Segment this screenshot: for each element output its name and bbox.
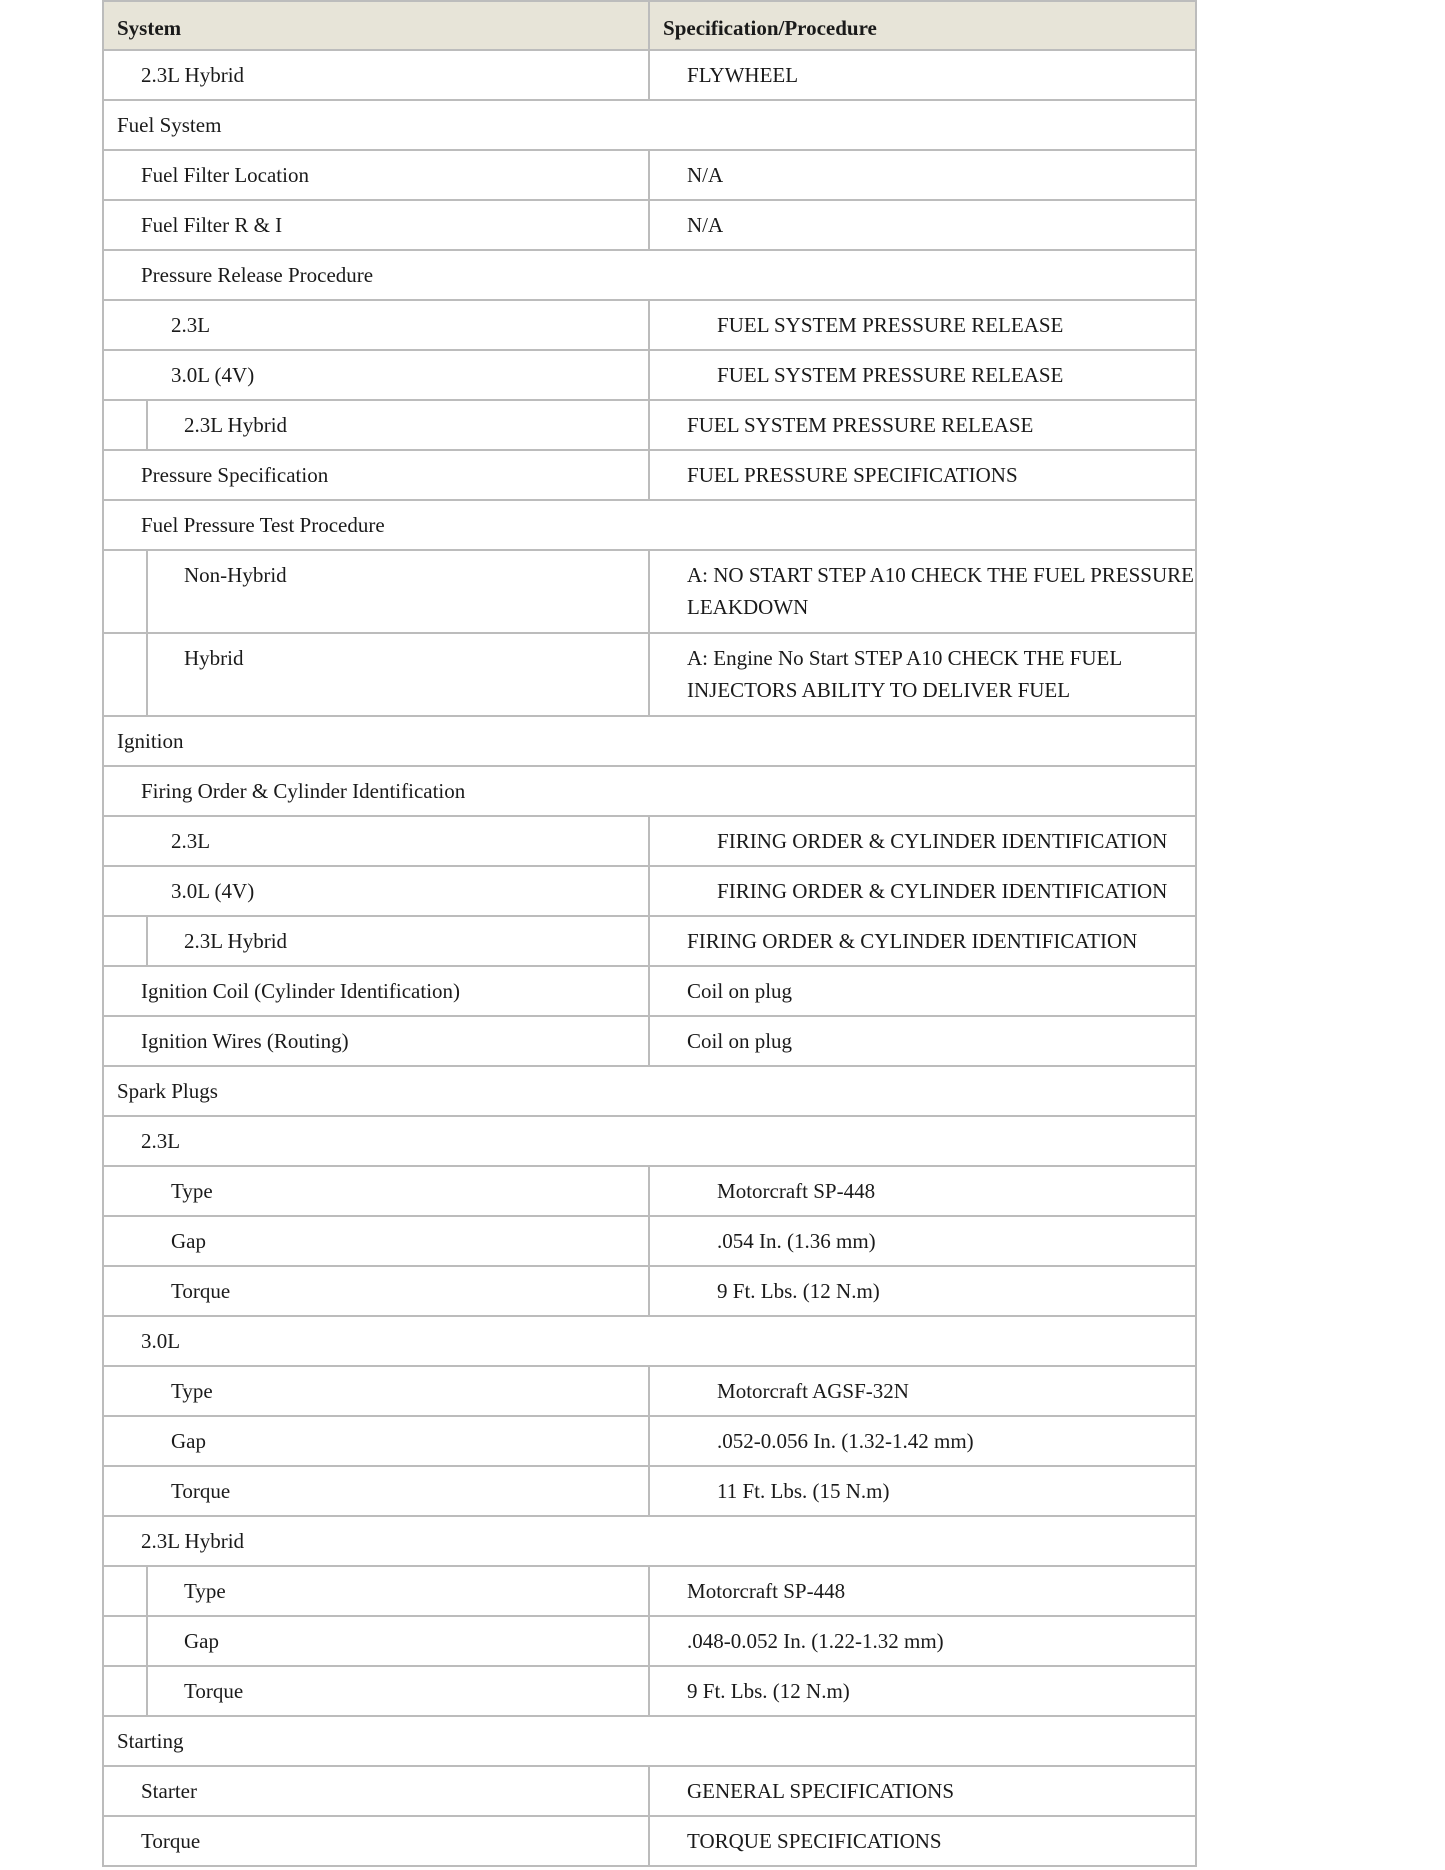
table-row (103, 1266, 1196, 1316)
section-heading (103, 500, 1196, 550)
system-label: Ignition Coil (Cylinder Identification) (141, 979, 461, 1003)
system-label: 2.3L Hybrid (184, 929, 288, 953)
section-row (103, 1066, 1196, 1116)
system-label: 3.0L (4V) (171, 363, 255, 387)
header-specification: Specification/Procedure (649, 1, 1196, 50)
section-row (103, 1516, 1196, 1566)
section-row (103, 100, 1196, 150)
system-cell (103, 816, 649, 866)
specification-value: FUEL SYSTEM PRESSURE RELEASE (717, 363, 1064, 387)
specification-value: FIRING ORDER & CYLINDER IDENTIFICATION (717, 879, 1168, 903)
system-cell (103, 1416, 649, 1466)
specification-cell (649, 1416, 1196, 1466)
system-cell (103, 1166, 649, 1216)
section-row (103, 716, 1196, 766)
specification-value: N/A (687, 163, 724, 187)
specification-cell (649, 300, 1196, 350)
specification-value: 9 Ft. Lbs. (12 N.m) (687, 1679, 850, 1703)
section-label: Spark Plugs (117, 1079, 218, 1103)
system-cell (147, 550, 649, 633)
system-cell (147, 1616, 649, 1666)
nested-indent-cell (103, 1666, 147, 1716)
system-label: Type (171, 1379, 213, 1403)
specification-value: N/A (687, 213, 724, 237)
specification-value: FIRING ORDER & CYLINDER IDENTIFICATION (687, 929, 1138, 953)
specification-cell (649, 966, 1196, 1016)
system-cell (103, 866, 649, 916)
specification-table (102, 0, 1197, 1867)
specification-value: Coil on plug (687, 979, 793, 1003)
table-row (103, 1016, 1196, 1066)
system-cell (103, 1016, 649, 1066)
system-cell (147, 916, 649, 966)
system-label: Type (184, 1579, 226, 1603)
specification-cell (649, 916, 1196, 966)
section-heading (103, 1066, 1196, 1116)
system-cell (103, 1366, 649, 1416)
section-heading (103, 1316, 1196, 1366)
specification-value: FLYWHEEL (687, 63, 799, 87)
table-row (103, 966, 1196, 1016)
specification-value: GENERAL SPECIFICATIONS (687, 1779, 955, 1803)
specification-cell (649, 1366, 1196, 1416)
specification-value: .054 In. (1.36 mm) (717, 1229, 876, 1253)
system-cell (147, 1666, 649, 1716)
specification-value: FIRING ORDER & CYLINDER IDENTIFICATION (717, 829, 1168, 853)
specification-value: .048-0.052 In. (1.22-1.32 mm) (687, 1629, 944, 1653)
system-label: Torque (184, 1679, 244, 1703)
system-label: Starter (141, 1779, 197, 1803)
section-label: Fuel Pressure Test Procedure (141, 513, 385, 537)
specification-value: Motorcraft SP-448 (687, 1579, 846, 1603)
system-label: 2.3L Hybrid (184, 413, 288, 437)
table-row (103, 1166, 1196, 1216)
table-row (103, 916, 1196, 966)
specification-value: Motorcraft AGSF-32N (717, 1379, 909, 1403)
system-label: 2.3L (171, 313, 211, 337)
system-label: Ignition Wires (Routing) (141, 1029, 349, 1053)
system-cell (103, 350, 649, 400)
table-row (103, 866, 1196, 916)
system-label: Pressure Specification (141, 463, 329, 487)
table-row (103, 633, 1196, 716)
system-label: Torque (171, 1279, 231, 1303)
section-label: Pressure Release Procedure (141, 263, 374, 287)
section-row (103, 1316, 1196, 1366)
table-row (103, 1616, 1196, 1666)
specification-cell (649, 866, 1196, 916)
specification-value: A: NO START STEP A10 CHECK THE FUEL PRESSURE LEAKDOWN (687, 563, 1194, 619)
nested-indent-cell (103, 1616, 147, 1666)
specification-cell (649, 1266, 1196, 1316)
specification-value: FUEL SYSTEM PRESSURE RELEASE (687, 413, 1034, 437)
system-cell (103, 966, 649, 1016)
nested-indent-cell (103, 633, 147, 716)
specification-value: A: Engine No Start STEP A10 CHECK THE FUEL INJECTORS ABILITY TO DELIVER FUEL (687, 646, 1122, 702)
system-label: Fuel Filter Location (141, 163, 309, 187)
section-row (103, 250, 1196, 300)
specification-cell (649, 200, 1196, 250)
system-label: 2.3L Hybrid (141, 63, 245, 87)
specification-cell (649, 816, 1196, 866)
section-heading (103, 716, 1196, 766)
system-cell (103, 150, 649, 200)
section-label: Starting (117, 1729, 184, 1753)
system-cell (147, 400, 649, 450)
system-label: Gap (171, 1229, 206, 1253)
specification-value: FUEL PRESSURE SPECIFICATIONS (687, 463, 1018, 487)
system-cell (103, 1816, 649, 1866)
table-row (103, 400, 1196, 450)
specification-cell (649, 550, 1196, 633)
system-label: Gap (184, 1629, 219, 1653)
table-row (103, 1216, 1196, 1266)
system-label: Hybrid (184, 646, 244, 670)
specification-value: FUEL SYSTEM PRESSURE RELEASE (717, 313, 1064, 337)
specification-cell (649, 1166, 1196, 1216)
table-row (103, 1816, 1196, 1866)
section-heading (103, 766, 1196, 816)
system-cell (103, 450, 649, 500)
specification-value: TORQUE SPECIFICATIONS (687, 1829, 942, 1853)
system-label: Torque (141, 1829, 201, 1853)
table-header-row (103, 1, 1196, 50)
table-row (103, 1566, 1196, 1616)
table-row (103, 450, 1196, 500)
nested-indent-cell (103, 400, 147, 450)
specification-cell (649, 1216, 1196, 1266)
specification-cell (649, 450, 1196, 500)
specification-cell (649, 150, 1196, 200)
section-label: 2.3L (141, 1129, 181, 1153)
section-label: Firing Order & Cylinder Identification (141, 779, 466, 803)
table-row (103, 200, 1196, 250)
specification-cell (649, 1666, 1196, 1716)
specification-value: Motorcraft SP-448 (717, 1179, 876, 1203)
system-label: Fuel Filter R & I (141, 213, 283, 237)
specification-cell (649, 50, 1196, 100)
system-label: Non-Hybrid (184, 563, 287, 587)
section-label: 3.0L (141, 1329, 181, 1353)
table-row (103, 350, 1196, 400)
specification-value: 11 Ft. Lbs. (15 N.m) (717, 1479, 890, 1503)
section-row (103, 1716, 1196, 1766)
section-heading (103, 100, 1196, 150)
specification-cell (649, 633, 1196, 716)
table-row (103, 816, 1196, 866)
system-cell (103, 1216, 649, 1266)
system-label: 2.3L (171, 829, 211, 853)
system-cell (103, 300, 649, 350)
specification-cell (649, 1616, 1196, 1666)
specification-cell (649, 1016, 1196, 1066)
nested-indent-cell (103, 1566, 147, 1616)
section-row (103, 1116, 1196, 1166)
system-cell (147, 1566, 649, 1616)
section-label: Ignition (117, 729, 184, 753)
section-row (103, 766, 1196, 816)
section-heading (103, 250, 1196, 300)
system-label: Gap (171, 1429, 206, 1453)
system-label: Torque (171, 1479, 231, 1503)
section-row (103, 500, 1196, 550)
system-cell (103, 1766, 649, 1816)
section-label: Fuel System (117, 113, 222, 137)
system-cell (103, 200, 649, 250)
system-label: 3.0L (4V) (171, 879, 255, 903)
header-system: System (103, 1, 649, 50)
table-row (103, 50, 1196, 100)
system-cell (103, 50, 649, 100)
table-row (103, 550, 1196, 633)
table-row (103, 300, 1196, 350)
section-label: 2.3L Hybrid (141, 1529, 245, 1553)
nested-indent-cell (103, 916, 147, 966)
section-heading (103, 1716, 1196, 1766)
specification-cell (649, 1566, 1196, 1616)
table-row (103, 1766, 1196, 1816)
specification-cell (649, 1816, 1196, 1866)
section-heading (103, 1116, 1196, 1166)
specification-cell (649, 1466, 1196, 1516)
specification-cell (649, 1766, 1196, 1816)
system-cell (103, 1266, 649, 1316)
table-row (103, 1666, 1196, 1716)
table-row (103, 1416, 1196, 1466)
table-row (103, 1466, 1196, 1516)
specification-value: Coil on plug (687, 1029, 793, 1053)
specification-value: .052-0.056 In. (1.32-1.42 mm) (717, 1429, 974, 1453)
section-heading (103, 1516, 1196, 1566)
specification-cell (649, 400, 1196, 450)
specification-value: 9 Ft. Lbs. (12 N.m) (717, 1279, 880, 1303)
system-cell (147, 633, 649, 716)
table-row (103, 1366, 1196, 1416)
system-label: Type (171, 1179, 213, 1203)
system-cell (103, 1466, 649, 1516)
table-body (103, 50, 1196, 1866)
nested-indent-cell (103, 550, 147, 633)
table-row (103, 150, 1196, 200)
specification-cell (649, 350, 1196, 400)
